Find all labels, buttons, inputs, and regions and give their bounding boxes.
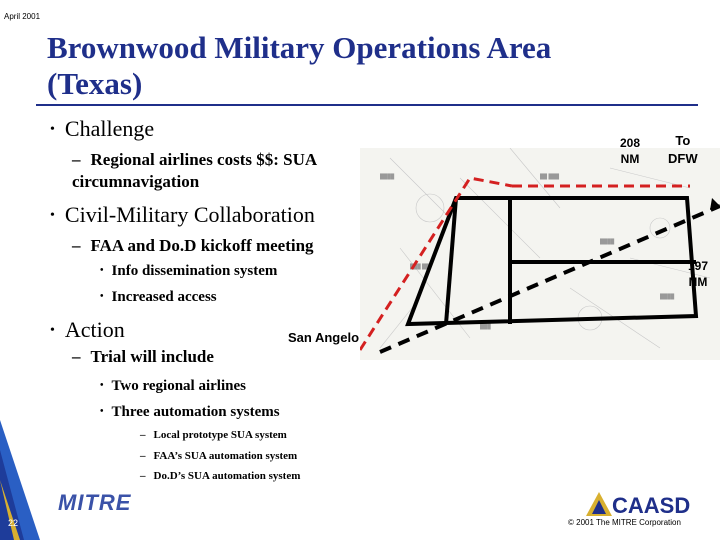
bullet-action-item-text: Two regional airlines bbox=[111, 378, 246, 394]
bullet-action-text: Action bbox=[64, 317, 125, 342]
svg-text:████: ████ bbox=[660, 294, 675, 300]
bullet-action-item-text: Three automation systems bbox=[111, 404, 280, 420]
slide-title-line2: (Texas) bbox=[47, 66, 143, 101]
bullet-challenge-sub: – Regional airlines costs $$: SUA circumnavigation bbox=[72, 150, 317, 191]
bullet-collab-item: • Info dissemination system bbox=[100, 263, 278, 279]
bullet-action-subitem-text: Do.D’s SUA automation system bbox=[153, 470, 301, 482]
label-to-dfw bbox=[668, 132, 698, 168]
slide-title bbox=[47, 30, 551, 102]
bullet-collab-item-text: Increased access bbox=[111, 289, 217, 305]
bullet-collab-sub-text: FAA and Do.D kickoff meeting bbox=[90, 236, 314, 255]
bullet-action-item: • Two regional airlines bbox=[100, 378, 246, 394]
bullet-challenge: • Challenge bbox=[50, 116, 155, 141]
label-208-nm bbox=[620, 135, 640, 167]
bullet-action-sub: – Trial will include bbox=[72, 347, 214, 366]
label-197-nm bbox=[688, 258, 708, 290]
bullet-action-item: • Three automation systems bbox=[100, 404, 280, 420]
bullet-action-subitem: – FAA’s SUA automation system bbox=[140, 450, 298, 462]
caasd-logo: CAASD bbox=[612, 493, 691, 518]
bullet-action-subitem-text: Local prototype SUA system bbox=[153, 429, 287, 441]
svg-text:███ ██: ███ ██ bbox=[410, 264, 430, 270]
caasd-logo-icon bbox=[586, 492, 612, 516]
bullet-challenge-text: Challenge bbox=[64, 116, 155, 141]
airspace-map bbox=[360, 148, 720, 360]
date-label: April 2001 bbox=[4, 12, 41, 21]
bullet-action-subitem-text: FAA’s SUA automation system bbox=[153, 450, 298, 462]
label-197-number: 197 bbox=[688, 259, 709, 273]
bullet-action-sub-text: Trial will include bbox=[90, 347, 214, 366]
label-197-unit: NM bbox=[688, 275, 708, 289]
bullet-action-subitem: – Do.D’s SUA automation system bbox=[140, 470, 301, 482]
svg-text:██ ███: ██ ███ bbox=[540, 174, 560, 180]
mitre-logo: MITRE bbox=[58, 490, 132, 515]
bullet-collab-item-text: Info dissemination system bbox=[111, 263, 278, 279]
label-to: To bbox=[675, 133, 691, 148]
label-dfw: DFW bbox=[668, 151, 698, 166]
svg-text:███: ███ bbox=[480, 324, 491, 330]
title-divider bbox=[36, 104, 698, 106]
bullet-challenge-sub-text: Regional airlines costs $$: SUA circumnavigation bbox=[72, 150, 317, 191]
page-number: 22 bbox=[8, 518, 19, 528]
bullet-collab-text: Civil-Military Collaboration bbox=[64, 202, 315, 227]
bullet-collab-sub: – FAA and Do.D kickoff meeting bbox=[72, 236, 314, 255]
bullet-collab-item: • Increased access bbox=[100, 289, 217, 305]
svg-text:████: ████ bbox=[380, 174, 395, 180]
label-208-unit: NM bbox=[620, 152, 640, 166]
label-san-angelo: San Angelo bbox=[288, 330, 360, 345]
bullet-collab: • Civil-Military Collaboration bbox=[50, 202, 315, 227]
bullet-action: • Action bbox=[50, 317, 125, 342]
slide-title-line1: Brownwood Military Operations Area bbox=[47, 30, 552, 65]
label-208-number: 208 bbox=[620, 136, 641, 150]
svg-text:████: ████ bbox=[600, 239, 615, 245]
copyright-text: © 2001 The MITRE Corporation bbox=[568, 518, 681, 527]
bullet-action-subitem: – Local prototype SUA system bbox=[140, 429, 287, 441]
